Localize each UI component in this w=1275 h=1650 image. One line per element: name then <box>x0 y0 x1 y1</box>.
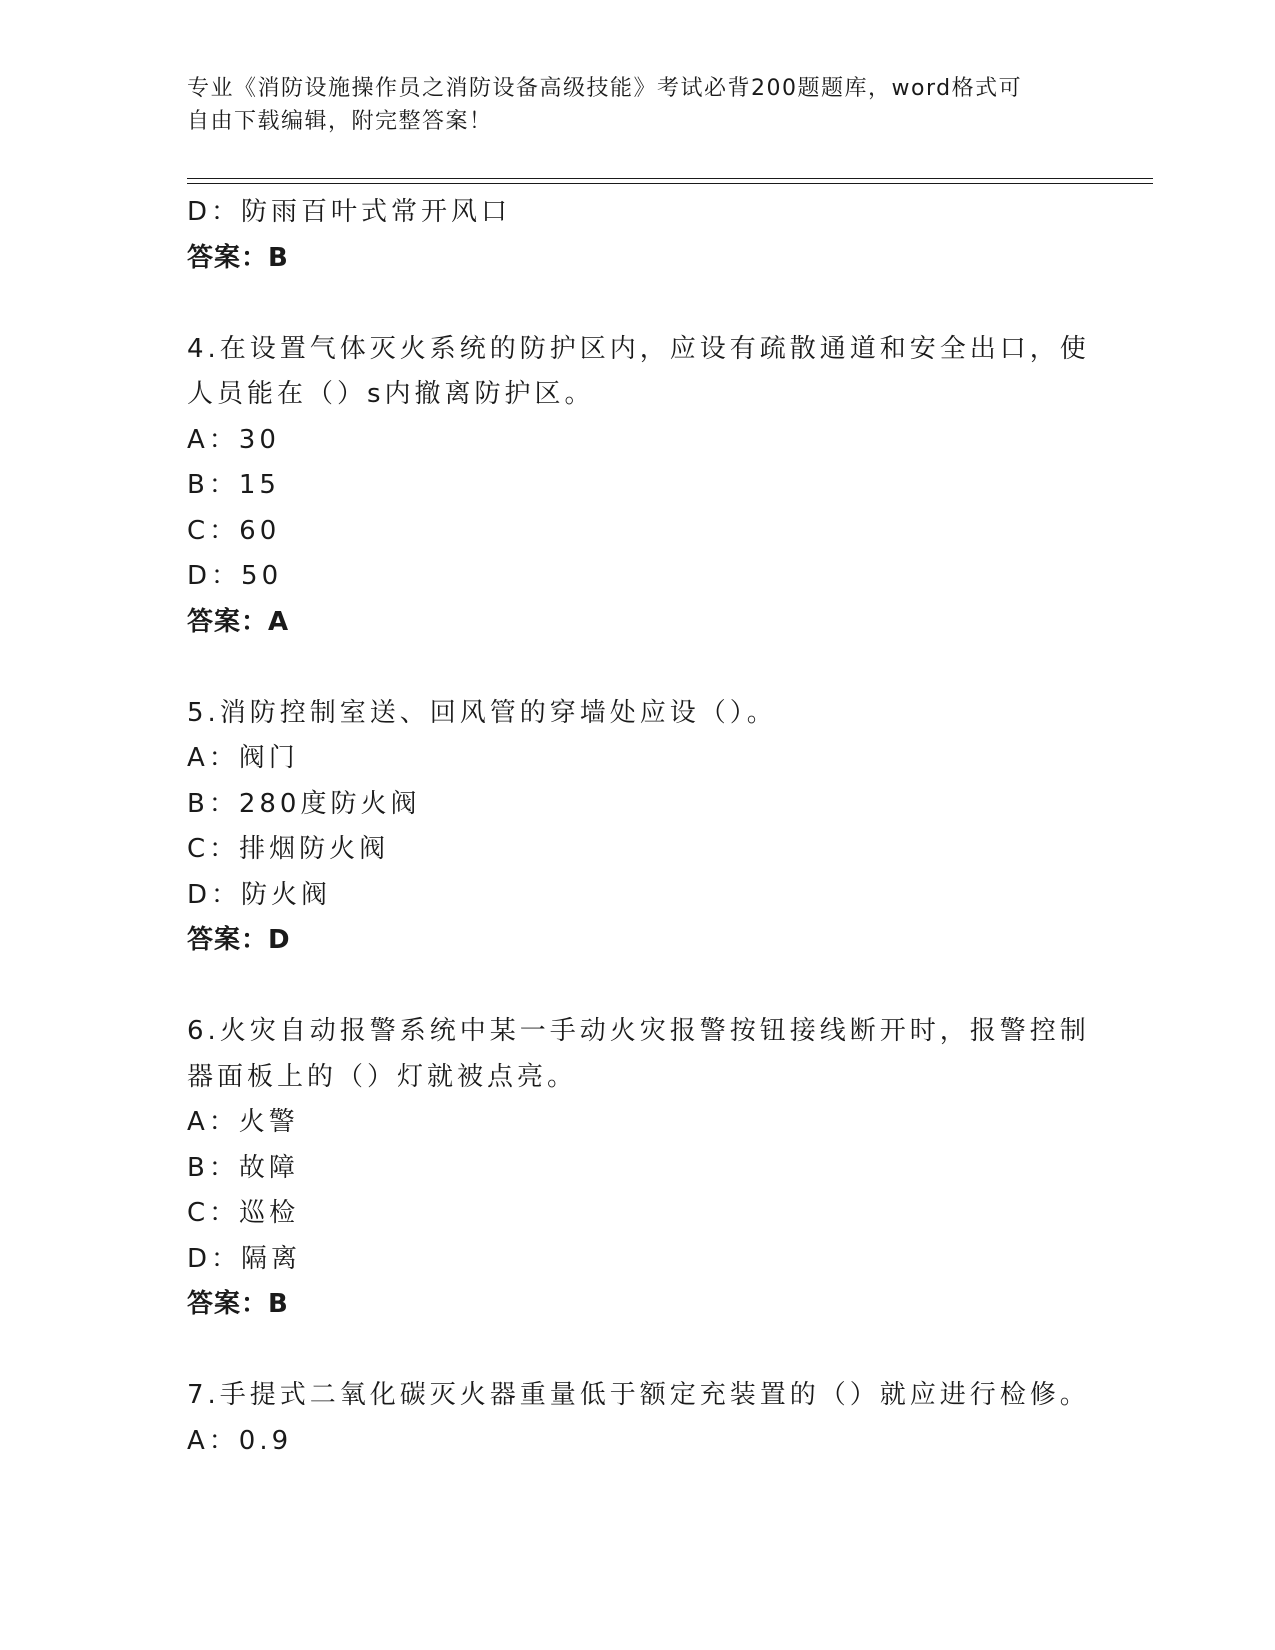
spacer <box>187 281 1087 327</box>
question-6 <box>187 1009 1090 1328</box>
option-c: C：60 <box>187 515 281 546</box>
option-a: A：火警 <box>187 1107 299 1137</box>
carryover-option-d: D：防雨百叶式常开风口 <box>187 197 512 227</box>
spacer <box>187 645 1087 691</box>
option-a: A：30 <box>187 424 280 455</box>
option-a: A：0.9 <box>187 1425 293 1456</box>
spacer <box>187 964 1087 1010</box>
option-d: D：50 <box>187 561 283 591</box>
header-line-1: 专业《消防设施操作员之消防设备高级技能》考试必背200题题库，word格式可 <box>187 76 1023 101</box>
document-header <box>187 72 1067 138</box>
answer: 答案：A <box>187 606 290 637</box>
question-content <box>187 190 1090 1464</box>
header-divider-top <box>187 178 1153 179</box>
question-4 <box>187 327 1090 646</box>
question-stem: 6.火灾自动报警系统中某一手动火灾报警按钮接线断开时，报警控制 <box>187 1016 1090 1046</box>
question-stem: 器面板上的（）灯就被点亮。 <box>187 1061 578 1092</box>
question-stem: 人员能在（）s内撤离防护区。 <box>187 379 595 409</box>
question-7 <box>187 1373 1090 1464</box>
header-line-2: 自由下载编辑，附完整答案！ <box>187 109 493 134</box>
option-c: C：排烟防火阀 <box>187 834 390 864</box>
question-stem: 5.消防控制室送、回风管的穿墙处应设（）。 <box>187 697 777 728</box>
question-stem: 4.在设置气体灭火系统的防护区内，应设有疏散通道和安全出口，使 <box>187 333 1090 364</box>
option-b: B：280度防火阀 <box>187 788 421 819</box>
option-d: D：隔离 <box>187 1243 302 1274</box>
spacer <box>187 1328 1087 1374</box>
question-stem: 7.手提式二氧化碳灭火器重量低于额定充装置的（）就应进行检修。 <box>187 1380 1090 1410</box>
answer: 答案：D <box>187 925 291 955</box>
option-a: A：阀门 <box>187 743 299 773</box>
option-d: D：防火阀 <box>187 879 332 910</box>
question-5 <box>187 691 1087 964</box>
carryover-answer: 答案：B <box>187 242 289 273</box>
option-b: B：故障 <box>187 1152 299 1183</box>
option-b: B：15 <box>187 470 280 500</box>
option-c: C：巡检 <box>187 1198 300 1228</box>
answer: 答案：B <box>187 1289 289 1319</box>
header-divider-bottom <box>187 183 1153 184</box>
